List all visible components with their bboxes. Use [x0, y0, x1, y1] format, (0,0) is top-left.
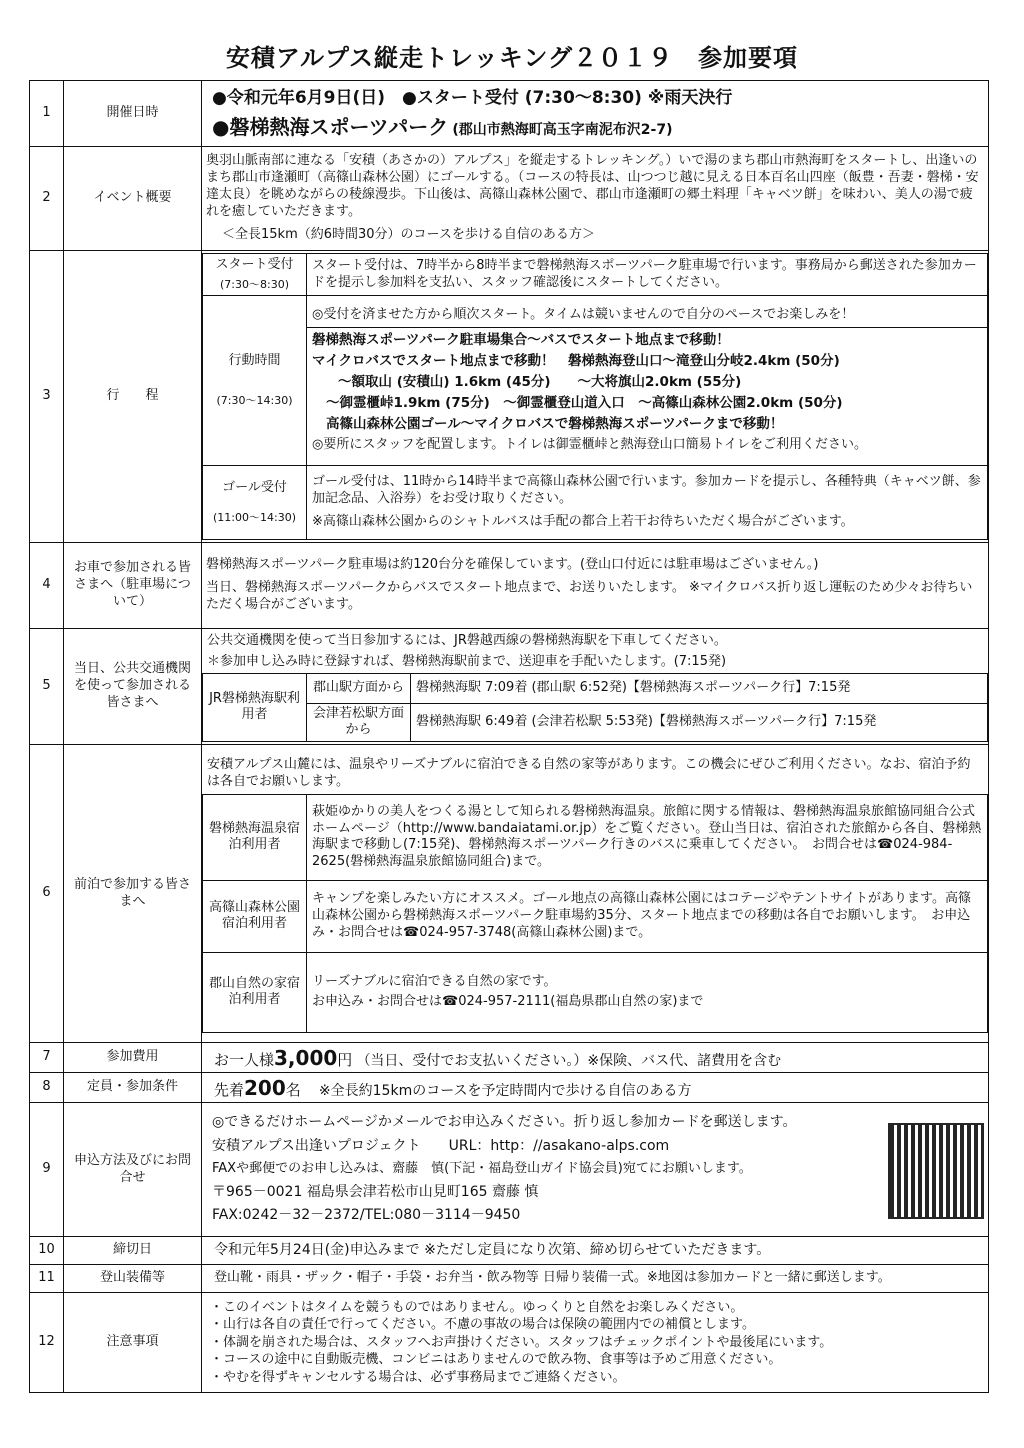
- row-number: 10: [30, 1237, 64, 1265]
- row-number: 9: [30, 1103, 64, 1237]
- from-koriyama: 郡山駅方面から: [307, 673, 411, 703]
- lodging-b-label: 高篠山森林公園宿泊利用者: [203, 880, 307, 952]
- row-number: 4: [30, 543, 64, 629]
- row-1: [30, 81, 989, 147]
- row-3: [30, 251, 989, 543]
- deadline-text: 令和元年5月24日(金)申込みまで ※ただし定員になり次第、締め切らせていただきます。: [202, 1237, 989, 1265]
- event-summary: 奥羽山脈南部に連なる「安積（あさかの）アルプス」を縦走するトレッキング。）いで湯のまち郡山市熱海町をスタートし、出逢いのまち郡山市逢瀬町（高篠山森林公園）にゴールする。（コースの特長は、山つつじ越に見える日本百名山四座（飯豊・吾妻・磐梯・安達太良）を眺めながらの稜線漫歩。下山後は、高篠山森林公園で、郡山市逢瀬町の郷土料理「キャベツ餅」を味わい、美人の湯で疲れを癒していただきます。: [206, 153, 979, 219]
- train-table: [202, 673, 988, 743]
- caution-line-3: ・体調を崩された場合は、スタッフへお声掛けください。スタッフはチェックポイントや最後尾にいます。: [210, 1334, 833, 1350]
- capacity-prefix: 先着: [214, 1080, 245, 1099]
- goal-time: (11:00～14:30): [213, 510, 296, 524]
- row-2: [30, 147, 989, 251]
- row-4: [30, 543, 989, 629]
- venue-name: ●磐梯熱海スポーツパーク: [212, 114, 449, 139]
- row-number: 8: [30, 1073, 64, 1103]
- qr-code-icon[interactable]: [888, 1123, 984, 1219]
- row-label: 行 程: [64, 251, 202, 543]
- lodging-intro: 安積アルプス山麓には、温泉やリーズナブルに宿泊できる自然の家等があります。この機会にぜひご利用ください。なお、宿泊予約は各自でお願いします。: [207, 757, 971, 789]
- route-line-1: 磐梯熱海スポーツパーク駐車場集合～バスでスタート地点まで移動！: [312, 332, 730, 349]
- lodging-b-text: キャンプを楽しみたい方にオススメ。ゴール地点の高篠山森林公園にはコテージやテントサイトがあります。高篠山森林公園から磐梯熱海スポーツパーク駐車場約35分、スタート地点までの移動は各自でお願いします。 お申込み・お問合せは☎024-957-3748(高篠山森林公園)まで。: [307, 880, 988, 952]
- lodging-c-text-2: お申込み・お問合せは☎024-957-2111(福島県郡山自然の家)まで: [312, 994, 704, 1010]
- goal-text: ゴール受付は、11時から14時半まで高篠山森林公園で行います。参加カードを提示し、各種特典（キャベツ餅、参加記念品、入浴券）をお受け取りください。: [312, 474, 981, 507]
- route-line-3: ～額取山 (安積山) 1.6km (45分) ～大将旗山2.0km (55分): [338, 374, 742, 391]
- lodging-table: [202, 794, 988, 1033]
- caution-line-1: ・このイベントはタイムを競うものではありません。ゆっくりと自然をお楽しみください。: [210, 1299, 744, 1315]
- parking-text-1: 磐梯熱海スポーツパーク駐車場は約120台分を確保しています。(登山口付近には駐車場はございません。): [206, 557, 819, 573]
- row-label: 注意事項: [64, 1293, 202, 1393]
- equipment-text: 登山靴・雨具・ザック・帽子・手袋・お弁当・飲み物等 日帰り装備一式。※地図は参加カードと一緒に郵送します。: [202, 1265, 989, 1293]
- row-label: 定員・参加条件: [64, 1073, 202, 1103]
- row-6: [30, 745, 989, 1043]
- row-5: [30, 629, 989, 745]
- row-number: 6: [30, 745, 64, 1043]
- goal-note: ※高篠山森林公園からのシャトルバスは手配の都合上若干お待ちいただく場合がございます。: [312, 513, 854, 529]
- lodging-a-label: 磐梯熱海温泉宿泊利用者: [203, 794, 307, 880]
- lodging-c-label: 郡山自然の家宿泊利用者: [203, 952, 307, 1032]
- row-12: [30, 1293, 989, 1393]
- caution-line-5: ・やむを得ずキャンセルする場合は、必ず事務局までご連絡ください。: [210, 1369, 626, 1385]
- fee-unit: 円: [337, 1050, 353, 1069]
- page-title: 安積アルプス縦走トレッキング２０１９ 参加要項: [225, 44, 799, 72]
- row-number: 3: [30, 251, 64, 543]
- row-label: 参加費用: [64, 1043, 202, 1073]
- transit-text-2: ＊参加申し込み時に登録すれば、磐梯熱海駅前まで、送迎車を手配いたします。(7:15発): [207, 653, 727, 669]
- row-label: 申込方法及びにお問合せ: [64, 1103, 202, 1237]
- schedule-table: [202, 253, 988, 540]
- row-number: 11: [30, 1265, 64, 1293]
- action-time: (7:30～14:30): [216, 393, 293, 407]
- action-note-1: ◎受付を済ませた方から順次スタート。タイムは競いませんので自分のペースでお楽しみを！: [307, 304, 987, 328]
- lodging-c-text-1: リーズナブルに宿泊できる自然の家です。: [312, 973, 557, 989]
- route-line-5: 高篠山森林公園ゴール～マイクロバスで磐梯熱海スポーツパークまで移動！: [326, 415, 784, 432]
- row-11: [30, 1265, 989, 1293]
- capacity-count: 200: [244, 1075, 286, 1100]
- train-time-1: 磐梯熱海駅 7:09着 (郡山駅 6:52発)【磐梯熱海スポーツパーク行】7:15発: [411, 673, 988, 703]
- action-label: 行動時間: [228, 352, 281, 368]
- goal-label: ゴール受付: [222, 479, 287, 495]
- route-line-2: マイクロバスでスタート地点まで移動！ 磐梯熱海登山口～滝登山分岐2.4km (50分): [312, 353, 840, 370]
- row-9: [30, 1103, 989, 1237]
- caution-line-2: ・山行は各自の責任で行ってください。不慮の事故の場合は保険の範囲内での補償とします。: [210, 1317, 755, 1333]
- capacity-note: ※全長約15kmのコースを予定時間内で歩ける自信のある方: [318, 1082, 692, 1099]
- from-aizu: 会津若松駅方面から: [307, 703, 411, 742]
- info-table: [29, 80, 989, 1393]
- apply-line-2: 安積アルプス出逢いプロジェクト URL：http：//asakano-alps.com: [212, 1137, 670, 1154]
- event-date: ●令和元年6月9日(日) ●スタート受付 (7:30～8:30) ※雨天決行: [212, 88, 733, 109]
- row-label: イベント概要: [64, 147, 202, 251]
- train-time-2: 磐梯熱海駅 6:49着 (会津若松駅 5:53発)【磐梯熱海スポーツパーク行】7:15発: [411, 703, 988, 742]
- apply-line-3: FAXや郵便でのお申し込みは、齋藤 慎(下記・福島登山ガイド協会員)宛てにお願いします。: [212, 1161, 752, 1177]
- lodging-a-text: 萩姫ゆかりの美人をつくる湯として知られる磐梯熱海温泉。旅館に関する情報は、磐梯熱海温泉旅館協同組合公式ホームページ（http://www.bandaiatami.or.jp）をご覧ください。登山当日は、宿泊された旅館から各自、磐梯熱海駅まで移動し(7:15発)、磐梯熱海スポーツパーク行きのバスに乗車してください。 お問合せは☎024-984-2625(磐梯熱海温泉旅館協同組合)まで。: [307, 794, 988, 880]
- start-text: スタート受付は、7時半から8時半まで磐梯熱海スポーツパーク駐車場で行います。事務局から郵送された参加カードを提示し参加料を支払い、スタッフ確認後にスタートしてください。: [307, 254, 988, 296]
- row-label: 当日、公共交通機関を使って参加される皆さまへ: [64, 629, 202, 745]
- fee-note: （当日、受付でお支払いください。）※保険、バス代、諸費用を含む: [356, 1052, 782, 1069]
- start-time: (7:30～8:30): [220, 277, 289, 291]
- apply-line-5: FAX:0242－32－2372/TEL:080－3114－9450: [212, 1207, 521, 1224]
- caution-line-4: ・コースの途中に自動販売機、コンビニはありませんので飲み物、食事等は予めご用意ください。: [210, 1352, 782, 1368]
- row-number: 5: [30, 629, 64, 745]
- jr-label: JR磐梯熱海駅利用者: [203, 673, 307, 742]
- row-number: 1: [30, 81, 64, 147]
- row-number: 12: [30, 1293, 64, 1393]
- apply-line-4: 〒965－0021 福島県会津若松市山見町165 齋藤 慎: [212, 1183, 539, 1200]
- transit-text-1: 公共交通機関を使って当日参加するには、JR磐越西線の磐梯熱海駅を下車してください。: [207, 632, 727, 648]
- event-requirement: ＜全長15km（約6時間30分）のコースを歩ける自信のある方＞: [222, 226, 595, 242]
- venue-address: (郡山市熱海町高玉字南泥布沢2-7): [452, 121, 673, 138]
- fee-amount: 3,000: [274, 1045, 338, 1070]
- action-note-2: ◎要所にスタッフを配置します。トイレは御霊櫃峠と熱海登山口簡易トイレをご利用ください。: [312, 436, 868, 452]
- capacity-unit: 名: [285, 1080, 301, 1099]
- row-number: 2: [30, 147, 64, 251]
- route-line-4: ～御霊櫃峠1.9km (75分) ～御霊櫃登山道入口 ～高篠山森林公園2.0km (50分): [326, 394, 843, 411]
- row-7: [30, 1043, 989, 1073]
- row-label: 前泊で参加する皆さまへ: [64, 745, 202, 1043]
- fee-prefix: お一人様: [214, 1050, 275, 1069]
- start-label: スタート受付: [215, 256, 294, 272]
- row-label: 開催日時: [64, 81, 202, 147]
- row-label: 締切日: [64, 1237, 202, 1265]
- row-number: 7: [30, 1043, 64, 1073]
- row-8: [30, 1073, 989, 1103]
- apply-line-1: ◎できるだけホームページかメールでお申込みください。折り返し参加カードを郵送します。: [212, 1113, 797, 1130]
- row-10: [30, 1237, 989, 1265]
- row-label: お車で参加される皆さまへ（駐車場について）: [64, 543, 202, 629]
- row-label: 登山装備等: [64, 1265, 202, 1293]
- parking-text-2: 当日、磐梯熱海スポーツパークからバスでスタート地点まで、お送りいたします。 ※マイクロバス折り返し運転のため少々お待ちいただく場合がございます。: [206, 580, 973, 612]
